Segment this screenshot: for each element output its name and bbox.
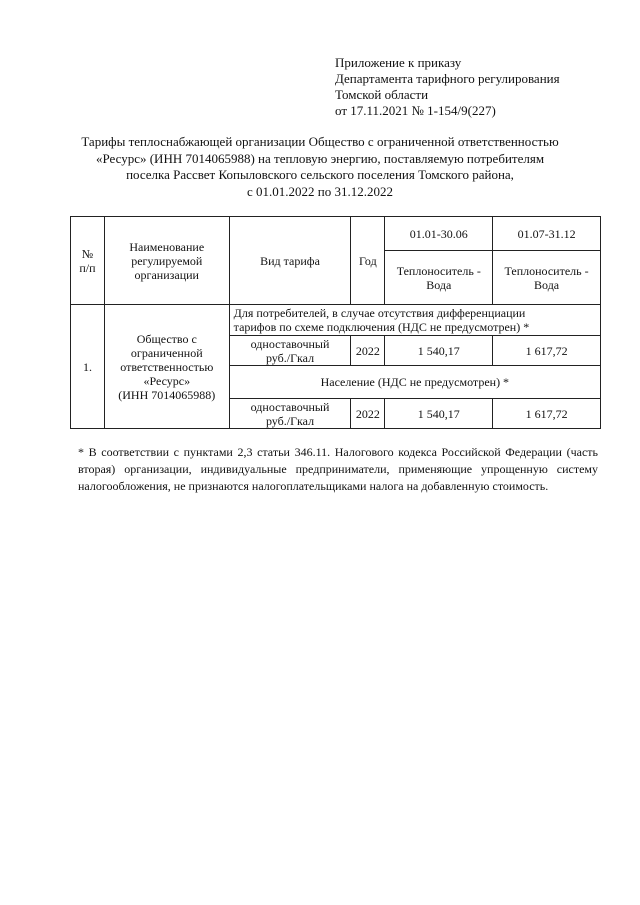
tariff-type-cell: одноставочный руб./Гкал xyxy=(229,399,351,429)
title-line: Тарифы теплоснабжающей организации Общество с ограниченной ответственностью xyxy=(81,134,559,149)
annex-reference xyxy=(335,55,625,119)
year-cell: 2022 xyxy=(351,399,385,429)
tariff-value-2: 1 617,72 xyxy=(493,336,601,366)
annex-line: от 17.11.2021 № 1-154/9(227) xyxy=(335,103,496,118)
header-period-1: 01.01-30.06 xyxy=(385,217,493,251)
title-line: поселка Рассвет Копыловского сельского поселения Томского района, xyxy=(126,167,514,182)
tariff-value-1: 1 540,17 xyxy=(385,336,493,366)
year-cell: 2022 xyxy=(351,336,385,366)
title-line: с 01.01.2022 по 31.12.2022 xyxy=(247,183,393,199)
title-line: «Ресурс» (ИНН 7014065988) на тепловую энергию, поставляемую потребителям xyxy=(95,150,545,166)
group-label-row xyxy=(71,305,601,336)
footnote: * В соответствии с пунктами 2,3 статьи 346.11. Налогового кодекса Российской Федерации (часть вторая) организации, индивидуальные предприниматели, применяющие упрощенную систему налогообложения, не признаются налогоплательщиками налога на добавленную стоимость. xyxy=(78,445,598,493)
header-tariff-type: Вид тарифа xyxy=(229,217,351,305)
header-number: № п/п xyxy=(71,217,105,305)
consumer-group-label: Население (НДС не предусмотрен) * xyxy=(229,366,600,399)
tariff-value-2: 1 617,72 xyxy=(493,399,601,429)
tariff-type-cell: одноставочный руб./Гкал xyxy=(229,336,351,366)
header-period-2: 01.07-31.12 xyxy=(493,217,601,251)
header-organization: Наименование регулируемой организации xyxy=(104,217,229,305)
header-carrier-1: Теплоноситель - Вода xyxy=(385,251,493,305)
organization-name: Общество с ограниченной ответственностью «Ресурс» (ИНН 7014065988) xyxy=(104,305,229,429)
tariff-table xyxy=(70,216,601,429)
document-title xyxy=(60,134,580,200)
annex-line: Томской области xyxy=(335,87,429,102)
annex-line: Департамента тарифного регулирования xyxy=(335,71,560,86)
consumer-group-label: Для потребителей, в случае отсутствия дифференциации тарифов по схеме подключения (НДС не предусмотрен) * xyxy=(229,305,600,336)
row-number: 1. xyxy=(71,305,105,429)
annex-line: Приложение к приказу xyxy=(335,55,462,70)
header-year: Год xyxy=(351,217,385,305)
tariff-value-1: 1 540,17 xyxy=(385,399,493,429)
header-row xyxy=(71,217,601,251)
header-carrier-2: Теплоноситель - Вода xyxy=(493,251,601,305)
